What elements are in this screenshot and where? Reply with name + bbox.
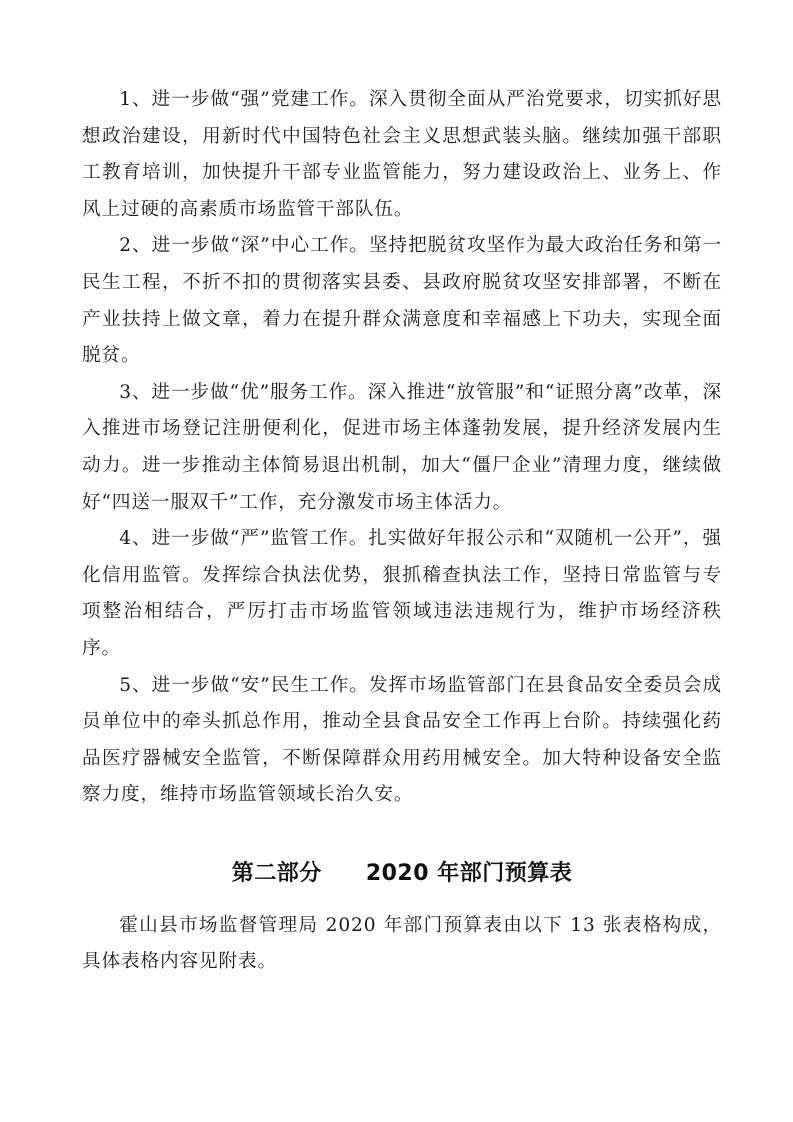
section-title-label: 2020 年部门预算表 — [365, 860, 573, 886]
paragraph-service-work: 3、进一步做“优”服务工作。深入推进“放管服”和“证照分离”改革，深入推进市场登记注册便利化，促进市场主体蓬勃发展，提升经济发展内生动力。进一步推动主体简易退出机制，加大“僵尸企业”清理力度，继续做好“四送一服双千”工作，充分激发市场主体活力。 — [82, 381, 722, 513]
paragraph-budget-intro: 霍山县市场监督管理局 2020 年部门预算表由以下 13 张表格构成，具体表格内容见附表。 — [82, 914, 722, 973]
paragraph-party-building: 1、进一步做“强”党建工作。深入贯彻全面从严治党要求，切实抓好思想政治建设，用新时代中国特色社会主义思想武装头脑。继续加强干部职工教育培训，加快提升干部专业监管能力，努力建设政治上、业务上、作风上过硬的高素质市场监管干部队伍。 — [82, 89, 722, 220]
page-content — [82, 82, 722, 981]
paragraph-livelihood-work: 5、进一步做“安”民生工作。发挥市场监管部门在县食品安全委员会成员单位中的牵头抓总作用，推动全县食品安全工作再上台阶。持续强化药品医疗器械安全监管，不断保障群众用药用械安全。加大特种设备安全监察力度，维持市场监管领域长治久安。 — [82, 674, 722, 806]
paragraph-central-work: 2、进一步做“深”中心工作。坚持把脱贫攻坚作为最大政治任务和第一民生工程，不折不扣的贯彻落实县委、县政府脱贫攻坚安排部署，不断在产业扶持上做文章，着力在提升群众满意度和幸福感上下功夫，实现全面脱贫。 — [82, 235, 722, 367]
paragraph-supervision-work: 4、进一步做“严”监管工作。扎实做好年报公示和“双随机一公开”，强化信用监管。发挥综合执法优势，狠抓稽查执法工作，坚持日常监管与专项整治相结合，严厉打击市场监管领域违法违规行为，维护市场经济秩序。 — [82, 528, 722, 659]
section-part-label: 第二部分 — [231, 860, 322, 886]
section-heading — [82, 840, 722, 908]
